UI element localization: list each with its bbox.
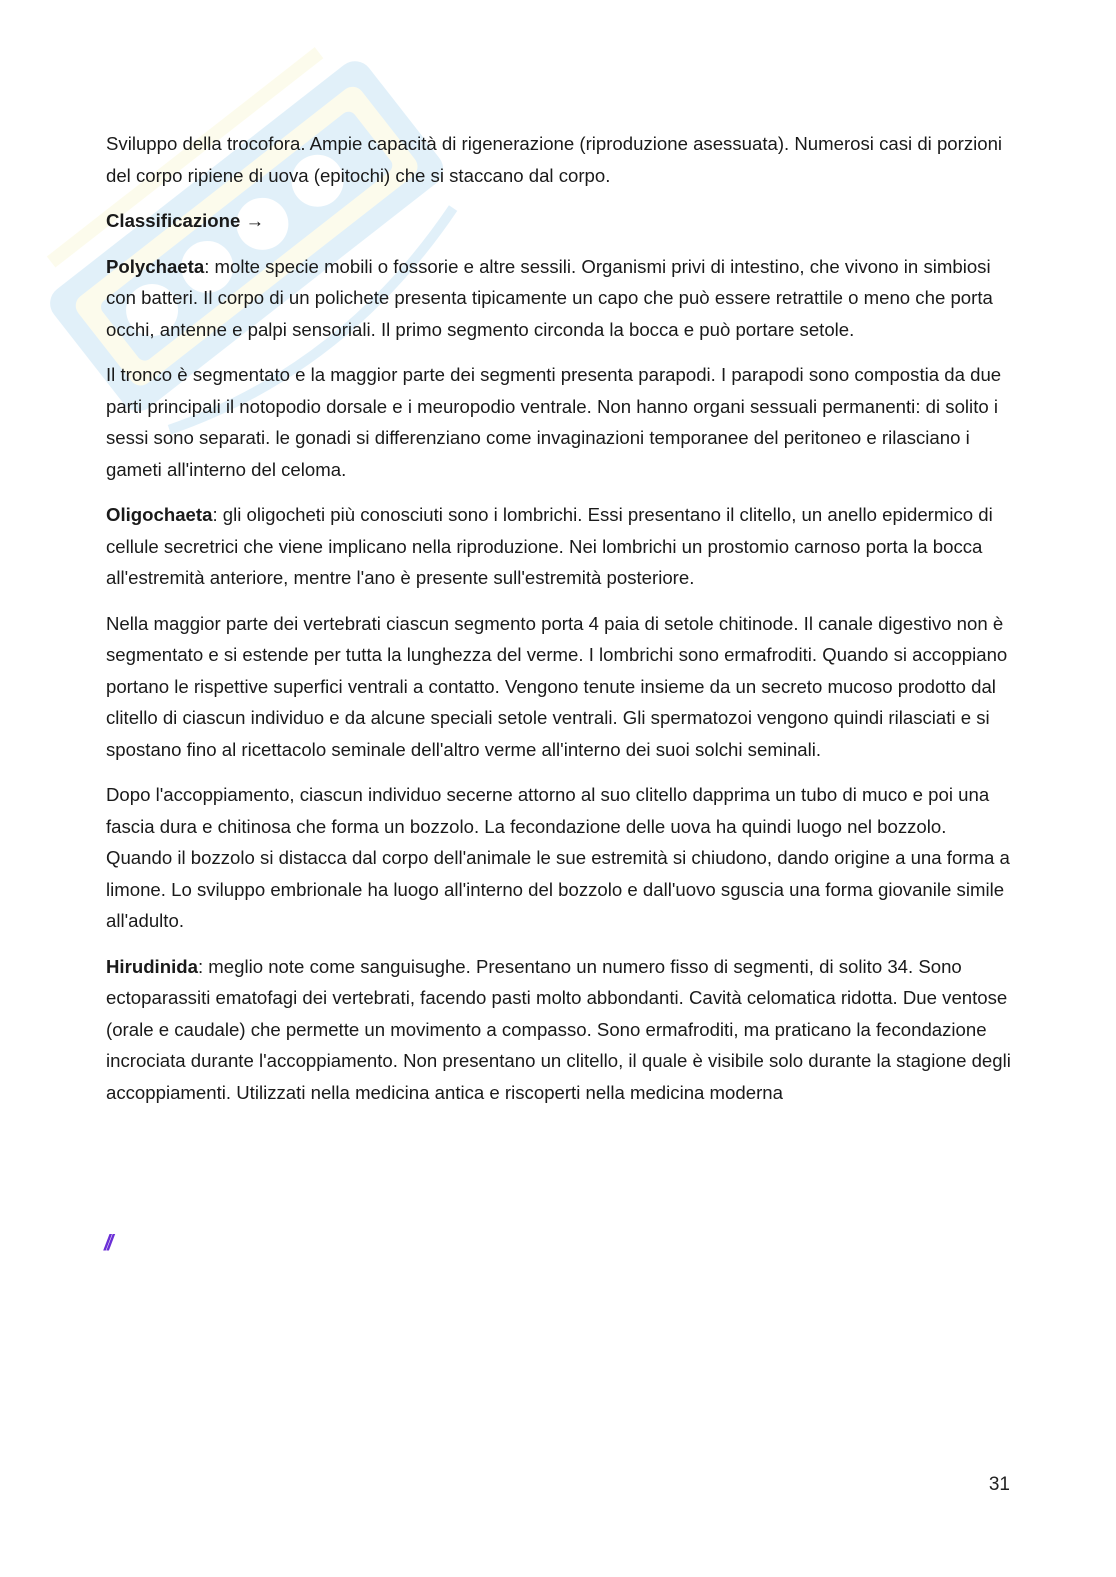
trunk-paragraph: Il tronco è segmentato e la maggior parte dei segmenti presenta parapodi. I parapodi sono compostia da due parti principali il notopodio dorsale e i meuropodio ventrale. Non hanno organi sessuali permanenti: di solito i sessi sono separati. le gonadi si differenziano come invaginazioni temporanee del peritoneo e rilasciano i gameti all'interno del celoma.: [106, 364, 1002, 480]
hirudinida-text: : meglio note come sanguisughe. Presentano un numero fisso di segmenti, di solito 34. Sono ectoparassiti ematofagi dei vertebrati, facendo pasti molto abbondanti. Cavità celomatica ridotta. Due ventose (orale e caudale) che permette un movimento a compasso. Sono ermafroditi, ma praticano la fecondazione incrociata durante l'accoppiamento. Non presentano un clitello, il quale è visibile solo durante la stagione degli accoppiamenti. Utilizzati nella medicina antica e riscoperti nella medicina moderna: [106, 955, 1011, 1103]
classification-heading: Classificazione →: [106, 210, 265, 231]
oligochaeta-paragraph: [106, 499, 1011, 594]
mating-paragraph: Dopo l'accoppiamento, ciascun individuo secerne attorno al suo clitello dapprima un tubo di muco e poi una fascia dura e chitinosa che forma un bozzolo. La fecondazione delle uova ha quindi luogo nel bozzolo. Quando il bozzolo si distacca dal corpo dell'animale le sue estremità si chiudono, dando origine a una forma a limone. Lo sviluppo embrionale ha luogo all'interno del bozzolo e dall'uovo sguscia una forma giovanile simile all'adulto.: [106, 784, 1010, 931]
intro-paragraph: Sviluppo della trocofora. Ampie capacità di rigenerazione (riproduzione asessuata). Numerosi casi di porzioni del corpo ripiene di uova (epitochi) che si staccano dal corpo.: [106, 133, 1003, 186]
polychaeta-text: : molte specie mobili o fossorie e altre sessili. Organismi privi di intestino, che vivono in simbiosi con batteri. Il corpo di un polichete presenta tipicamente un capo che può essere retrattile o meno che porta occhi, antenne e palpi sensoriali. Il primo segmento circonda la bocca e può portare setole.: [106, 255, 993, 340]
oligochaeta-term: Oligochaeta: [106, 504, 213, 525]
vertebrates-paragraph: Nella maggior parte dei vertebrati ciascun segmento porta 4 paia di setole chitinode. Il canale digestivo non è segmentato e si estende per tutta la lunghezza del verme. I lombrichi sono ermafroditi. Quando si accoppiano portano le rispettive superfici ventrali a contatto. Vengono tenute insieme da un secreto mucoso prodotto dal clitello di ciascun individuo e da alcune speciali setole ventrali. Gli spermatozoi vengono quindi rilasciati e si spostano fino al ricettacolo seminale dell'altro verme all'interno dei suoi solchi seminali.: [106, 612, 1008, 760]
section-end-mark: //: [104, 1230, 111, 1255]
page-number: 31: [988, 1474, 1010, 1495]
polychaeta-paragraph: [106, 251, 1011, 346]
document-body: [106, 128, 1011, 1122]
hirudinida-paragraph: [106, 951, 1011, 1109]
polychaeta-term: Polychaeta: [106, 255, 205, 277]
oligochaeta-text: : gli oligocheti più conosciuti sono i lombrichi. Essi presentano il clitello, un anello epidermico di cellule secretrici che viene implicano nella riproduzione. Nei lombrichi un prostomio carnoso porta la bocca all'estremità anteriore, mentre l'ano è presente sull'estremità posteriore.: [106, 504, 993, 588]
hirudinida-term: Hirudinida: [106, 955, 198, 977]
